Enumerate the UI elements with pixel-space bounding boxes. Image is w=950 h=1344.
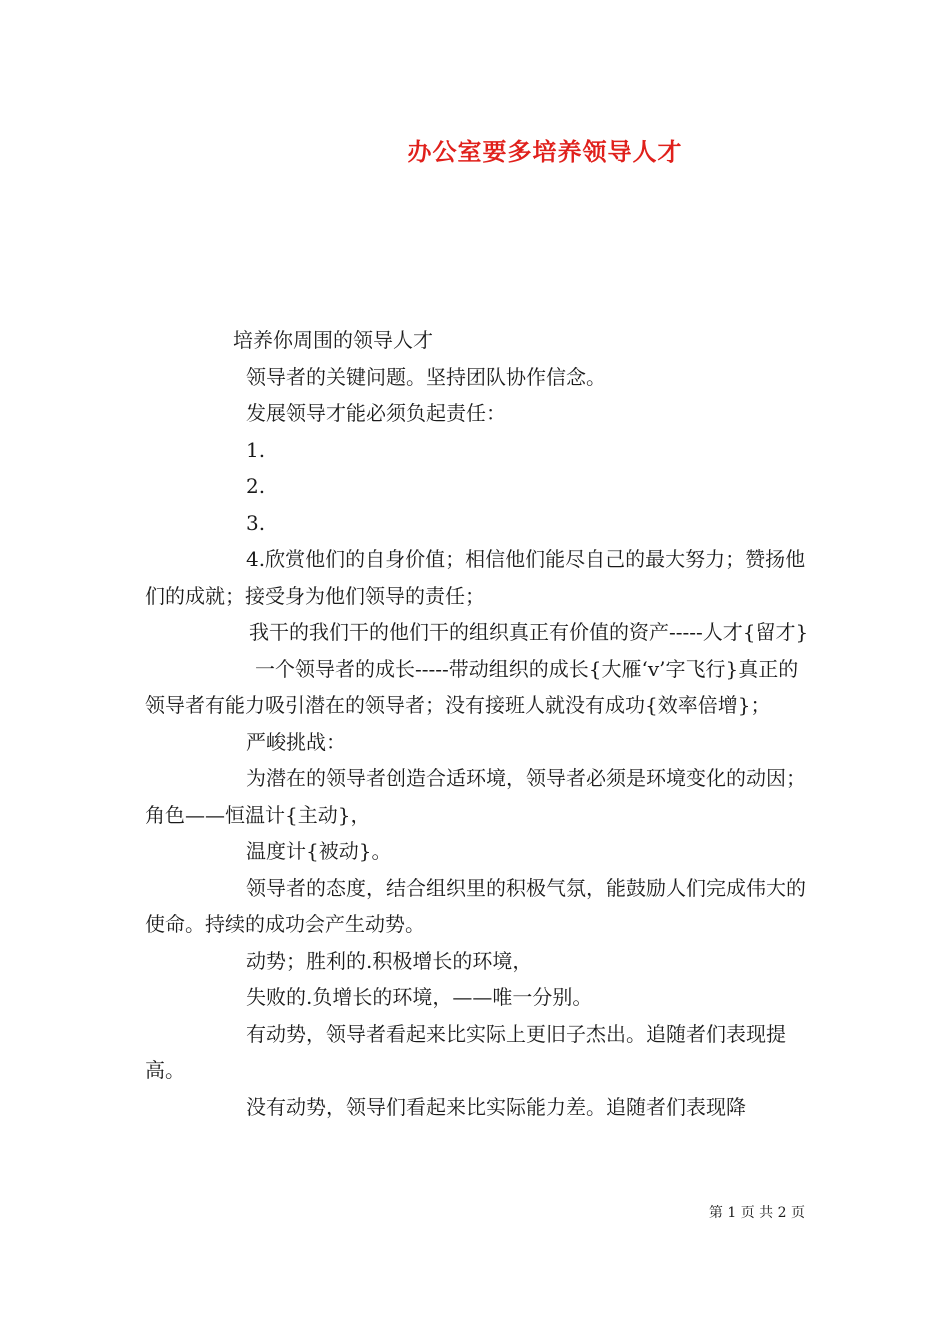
list-item: 1. <box>246 437 266 462</box>
document-title: 办公室要多培养领导人才 <box>407 137 683 166</box>
paragraph: 一个领导者的成长-----带动组织的成长{大雁‘v’字飞行}真正的领导者有能力吸引潜在的领导者；没有接班人就没有成功{效率倍增}； <box>145 656 799 717</box>
paragraph: 失败的.负增长的环境，——唯一分别。 <box>246 985 593 1009</box>
paragraph: 没有动势，领导们看起来比实际能力差。追随者们表现降 <box>246 1094 746 1119</box>
paragraph: 培养你周围的领导人才 <box>233 328 433 352</box>
paragraph: 领导者的关键问题。坚持团队协作信念。 <box>246 364 606 389</box>
list-item: 2. <box>246 474 266 498</box>
paragraph: 为潜在的领导者创造合适环境，领导者必须是环境变化的动因；角色——恒温计{主动}， <box>145 766 806 827</box>
paragraph: 发展领导才能必须负起责任： <box>246 401 506 425</box>
page-number-footer: 第 1 页 共 2 页 <box>708 1205 805 1221</box>
list-item: 4.欣赏他们的自身价值；相信他们能尽自己的最大努力；赞扬他们的成就；接受身为他们领导的责任； <box>145 547 806 608</box>
paragraph: 严峻挑战： <box>246 729 346 754</box>
document-body <box>145 322 809 1125</box>
list-item: 3. <box>246 510 266 535</box>
paragraph: 动势；胜利的.积极增长的环境， <box>246 948 533 973</box>
paragraph: 领导者的态度，结合组织里的积极气氛，能鼓励人们完成伟大的使命。持续的成功会产生动势。 <box>145 875 806 936</box>
paragraph: 有动势，领导者看起来比实际上更旧子杰出。追随者们表现提高。 <box>145 1021 786 1082</box>
paragraph: 我干的我们干的他们干的组织真正有价值的资产-----人才{留才} <box>249 620 809 644</box>
paragraph: 温度计{被动}。 <box>246 839 392 863</box>
